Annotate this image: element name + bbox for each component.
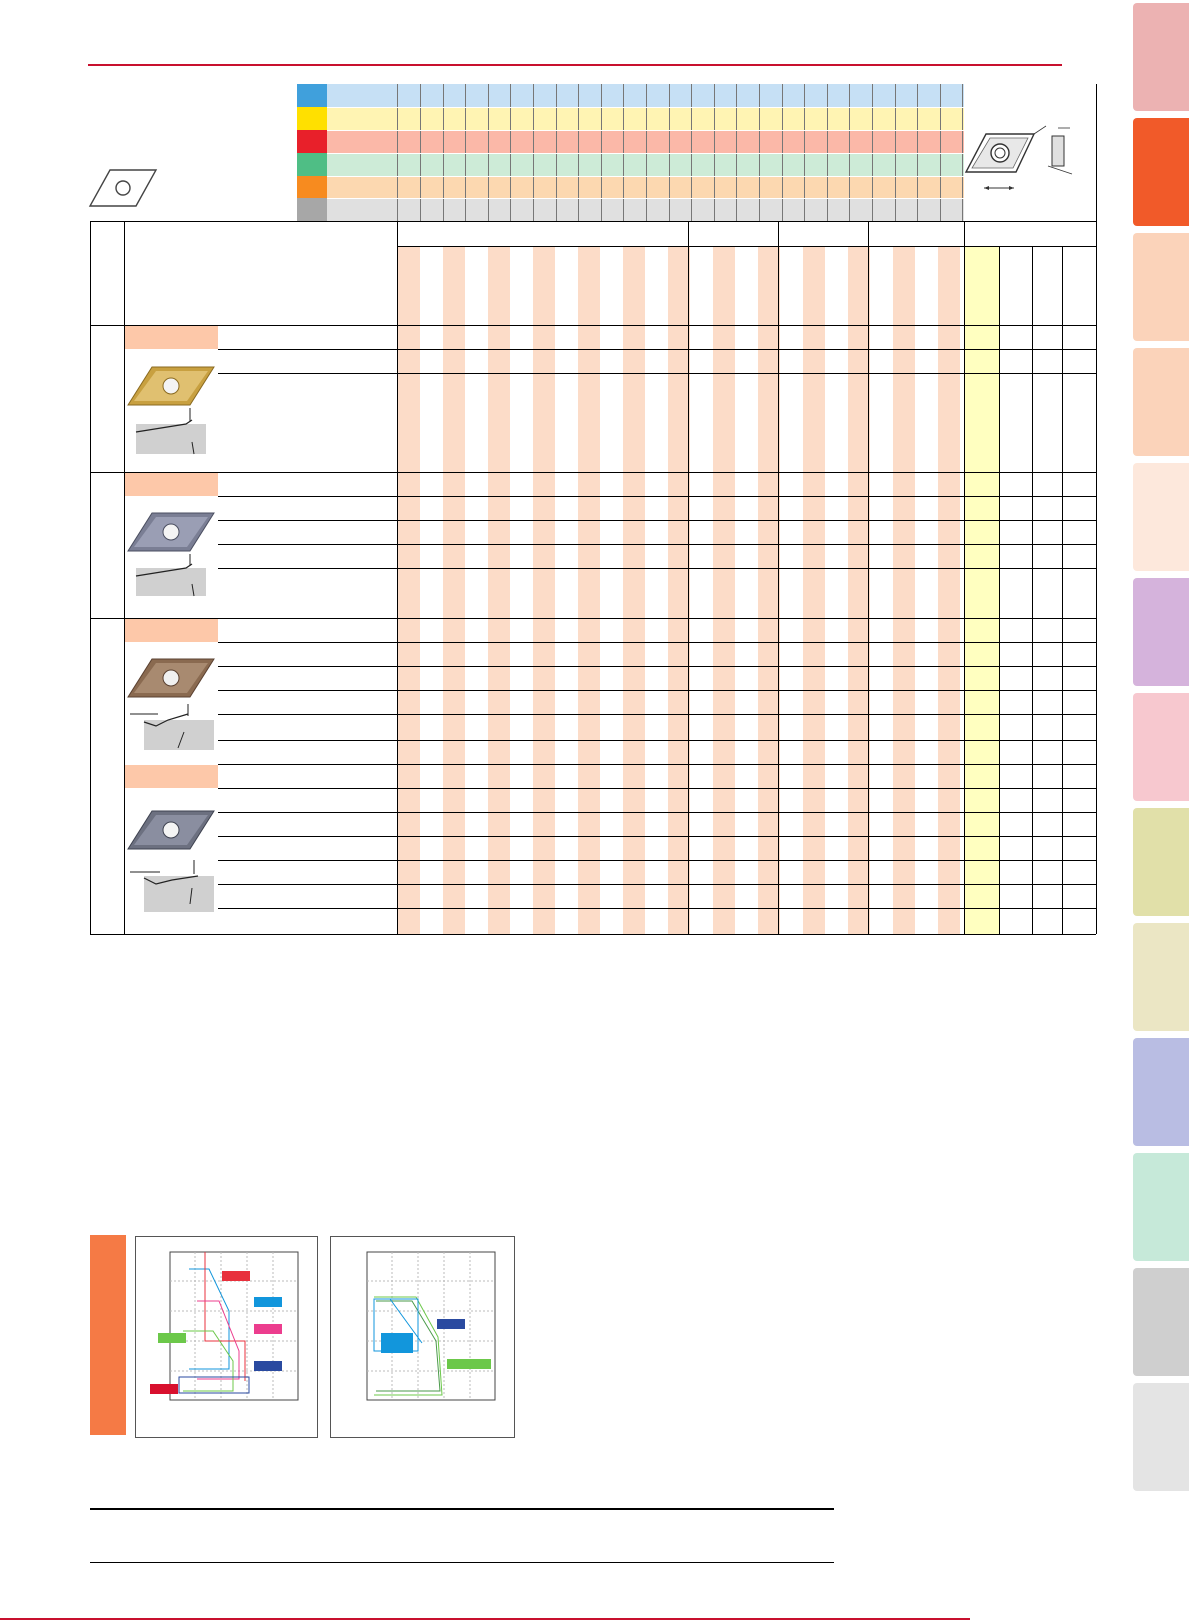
application-chart-2	[330, 1236, 515, 1438]
index-tab[interactable]	[1133, 1153, 1189, 1261]
index-tab[interactable]	[1133, 578, 1189, 686]
index-tab[interactable]	[1133, 463, 1189, 571]
range-label-crimson	[150, 1384, 178, 1394]
band-row-line	[327, 107, 964, 108]
table-row-line	[218, 373, 1096, 374]
application-chart-2-plot	[366, 1251, 496, 1401]
insert-image-grey	[124, 510, 218, 554]
band-k	[297, 130, 327, 153]
band-row-line	[327, 130, 964, 131]
range-label-red	[222, 1271, 250, 1281]
index-tab[interactable]	[1133, 693, 1189, 801]
table-row-line	[218, 740, 1096, 741]
footnote-rule-top	[90, 1508, 834, 1510]
table-row-line	[218, 788, 1096, 789]
table-row-line	[218, 860, 1096, 861]
table-column-line	[1096, 84, 1097, 934]
range-label-navy	[254, 1361, 282, 1371]
range-label-green	[158, 1333, 186, 1343]
band-row-line	[327, 153, 964, 154]
range-label-blue-large	[381, 1333, 413, 1353]
table-header-line	[397, 246, 1096, 247]
header-rule	[88, 64, 1062, 66]
insert-image-gold	[124, 364, 218, 408]
table-group-line	[90, 934, 1096, 935]
group-tag	[124, 326, 218, 349]
insert-image-bronze	[124, 656, 218, 700]
table-column-line	[964, 221, 965, 934]
table-column-line	[90, 221, 91, 934]
table-row-line	[218, 714, 1096, 715]
range-label-blue	[254, 1297, 282, 1307]
band-p	[297, 84, 327, 107]
group-tag	[124, 473, 218, 496]
index-tab[interactable]	[1133, 1038, 1189, 1146]
rhombic-insert-icon	[88, 168, 158, 208]
index-tab[interactable]	[1133, 1268, 1189, 1376]
edge-profile-sketch	[128, 858, 216, 914]
table-row-line	[218, 568, 1096, 569]
table-row-line	[218, 544, 1096, 545]
band-row-line	[327, 176, 964, 177]
group-tag	[124, 619, 218, 642]
table-header-line	[90, 221, 1096, 222]
table-row-line	[218, 349, 1096, 350]
edge-profile-sketch	[134, 406, 208, 456]
band-h	[297, 198, 327, 221]
table-group-line	[90, 325, 1096, 326]
index-tab[interactable]	[1133, 348, 1189, 456]
table-row-line	[218, 496, 1096, 497]
band-n	[297, 153, 327, 176]
table-column-line	[778, 221, 779, 934]
range-label-pink	[254, 1324, 282, 1334]
band-s	[297, 176, 327, 198]
table-row-line	[218, 764, 1096, 765]
table-group-line	[90, 618, 1096, 619]
table-column-line	[688, 221, 689, 934]
table-row-line	[218, 884, 1096, 885]
range-label-green	[447, 1359, 491, 1369]
footnote-rule-bottom	[90, 1562, 834, 1563]
index-tab[interactable]	[1133, 808, 1189, 916]
table-row-line	[218, 908, 1096, 909]
table-column-line	[868, 221, 869, 934]
application-range-tab	[90, 1235, 126, 1435]
table-row-line	[218, 520, 1096, 521]
footer-rule	[0, 1618, 970, 1620]
index-tab-active[interactable]	[1133, 118, 1189, 226]
index-tab[interactable]	[1133, 923, 1189, 1031]
table-column-line	[124, 221, 125, 934]
table-group-line	[90, 472, 1096, 473]
table-row-line	[218, 666, 1096, 667]
group-tag	[124, 765, 218, 788]
insert-image-dark	[124, 808, 218, 852]
table-column-line	[397, 221, 398, 934]
table-row-line	[218, 836, 1096, 837]
edge-profile-sketch	[134, 552, 208, 598]
band-m	[297, 107, 327, 130]
application-chart-1	[135, 1236, 318, 1438]
table-row-line	[218, 812, 1096, 813]
index-tab[interactable]	[1133, 233, 1189, 341]
insert-dimension-diagram	[962, 122, 1074, 194]
range-label-navy	[437, 1319, 465, 1329]
band-row-line	[327, 198, 964, 199]
index-tab[interactable]	[1133, 1383, 1189, 1491]
index-tab[interactable]	[1133, 3, 1189, 111]
table-row-line	[218, 642, 1096, 643]
edge-profile-sketch	[128, 702, 216, 752]
table-row-line	[218, 690, 1096, 691]
